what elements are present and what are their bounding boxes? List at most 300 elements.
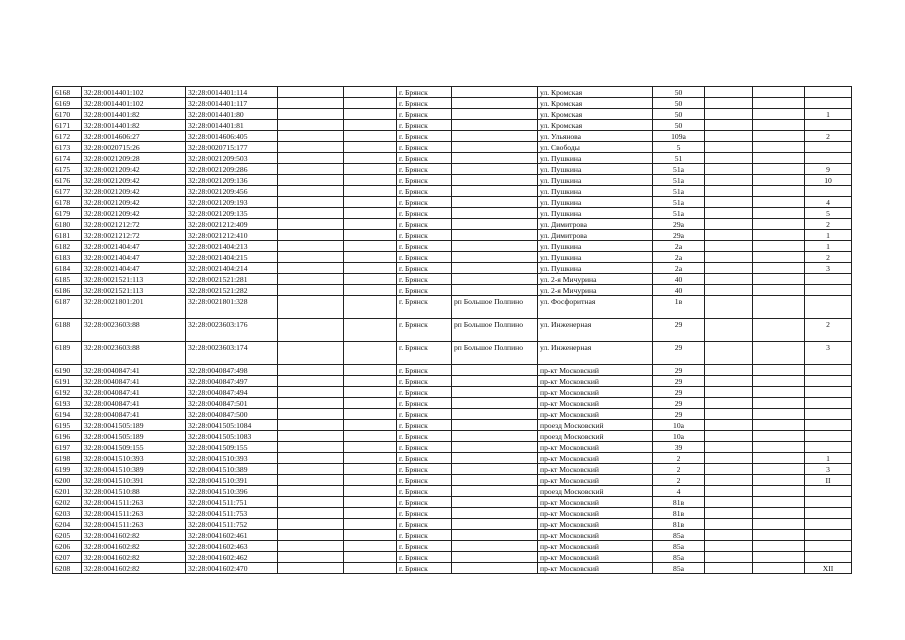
row-number-cell: 6176	[53, 175, 82, 186]
row-number-cell: 6192	[53, 387, 82, 398]
table-row	[53, 442, 852, 453]
table-row	[53, 197, 852, 208]
city-cell: г. Брянск	[397, 376, 452, 387]
locality-cell	[452, 87, 538, 98]
empty-cell	[705, 342, 753, 365]
empty-cell	[705, 409, 753, 420]
cadastral-number-cell: 32:28:0041511:753	[186, 508, 278, 519]
parent-cadastral-number-cell: 32:28:0041510:391	[82, 475, 186, 486]
house-number-cell: 2	[653, 453, 705, 464]
parent-cadastral-number-cell: 32:28:0040847:41	[82, 409, 186, 420]
table-row	[53, 120, 852, 131]
house-number-cell: 85а	[653, 552, 705, 563]
locality-cell	[452, 530, 538, 541]
locality-cell	[452, 508, 538, 519]
empty-cell	[705, 197, 753, 208]
city-cell: г. Брянск	[397, 120, 452, 131]
empty-cell	[278, 475, 344, 486]
parent-cadastral-number-cell: 32:28:0021209:42	[82, 164, 186, 175]
empty-cell	[753, 142, 805, 153]
table-row	[53, 420, 852, 431]
parent-cadastral-number-cell: 32:28:0040847:41	[82, 387, 186, 398]
house-number-cell: 81в	[653, 508, 705, 519]
empty-cell	[705, 365, 753, 376]
cadastral-number-cell: 32:28:0041602:463	[186, 541, 278, 552]
city-cell: г. Брянск	[397, 342, 452, 365]
house-number-cell: 81в	[653, 497, 705, 508]
parent-cadastral-number-cell: 32:28:0021212:72	[82, 219, 186, 230]
empty-cell	[278, 530, 344, 541]
apartment-number-cell	[805, 508, 852, 519]
row-number-cell: 6202	[53, 497, 82, 508]
city-cell: г. Брянск	[397, 442, 452, 453]
cadastral-number-cell: 32:28:0014401:81	[186, 120, 278, 131]
apartment-number-cell: 3	[805, 342, 852, 365]
city-cell: г. Брянск	[397, 230, 452, 241]
house-number-cell: 29	[653, 319, 705, 342]
house-number-cell: 51а	[653, 208, 705, 219]
street-cell: ул. 2-я Мичурина	[538, 285, 653, 296]
row-number-cell: 6203	[53, 508, 82, 519]
street-cell: пр-кт Московский	[538, 409, 653, 420]
city-cell: г. Брянск	[397, 508, 452, 519]
table-row	[53, 486, 852, 497]
empty-cell	[705, 398, 753, 409]
street-cell: ул. 2-я Мичурина	[538, 274, 653, 285]
empty-cell	[278, 153, 344, 164]
empty-cell	[278, 398, 344, 409]
row-number-cell: 6201	[53, 486, 82, 497]
house-number-cell: 29	[653, 365, 705, 376]
cadastral-number-cell: 32:28:0040847:501	[186, 398, 278, 409]
house-number-cell: 29	[653, 376, 705, 387]
empty-cell	[344, 98, 397, 109]
street-cell: ул. Кромская	[538, 98, 653, 109]
locality-cell	[452, 409, 538, 420]
table-row	[53, 497, 852, 508]
locality-cell	[452, 98, 538, 109]
street-cell: проезд Московский	[538, 431, 653, 442]
cadastral-number-cell: 32:28:0041510:389	[186, 464, 278, 475]
house-number-cell: 50	[653, 98, 705, 109]
apartment-number-cell: 2	[805, 319, 852, 342]
table-row	[53, 431, 852, 442]
cadastral-number-cell: 32:28:0021212:410	[186, 230, 278, 241]
empty-cell	[753, 541, 805, 552]
locality-cell	[452, 365, 538, 376]
empty-cell	[344, 87, 397, 98]
empty-cell	[344, 230, 397, 241]
table-row	[53, 508, 852, 519]
row-number-cell: 6199	[53, 464, 82, 475]
city-cell: г. Брянск	[397, 519, 452, 530]
empty-cell	[278, 208, 344, 219]
empty-cell	[278, 387, 344, 398]
empty-cell	[278, 342, 344, 365]
cadastral-number-cell: 32:28:0041509:155	[186, 442, 278, 453]
table-row	[53, 530, 852, 541]
row-number-cell: 6186	[53, 285, 82, 296]
locality-cell	[452, 120, 538, 131]
apartment-number-cell	[805, 120, 852, 131]
cadastral-number-cell: 32:28:0041510:391	[186, 475, 278, 486]
row-number-cell: 6177	[53, 186, 82, 197]
cadastral-number-cell: 32:28:0014401:117	[186, 98, 278, 109]
locality-cell	[452, 197, 538, 208]
empty-cell	[705, 87, 753, 98]
house-number-cell: 39	[653, 442, 705, 453]
parent-cadastral-number-cell: 32:28:0021209:42	[82, 208, 186, 219]
row-number-cell: 6191	[53, 376, 82, 387]
empty-cell	[344, 552, 397, 563]
house-number-cell: 10а	[653, 420, 705, 431]
empty-cell	[344, 464, 397, 475]
table-row	[53, 263, 852, 274]
empty-cell	[344, 563, 397, 574]
apartment-number-cell: 2	[805, 252, 852, 263]
row-number-cell: 6208	[53, 563, 82, 574]
table-row	[53, 398, 852, 409]
locality-cell	[452, 563, 538, 574]
empty-cell	[278, 241, 344, 252]
empty-cell	[278, 274, 344, 285]
street-cell: проезд Московский	[538, 420, 653, 431]
street-cell: пр-кт Московский	[538, 497, 653, 508]
street-cell: ул. Кромская	[538, 87, 653, 98]
cadastral-number-cell: 32:28:0021209:135	[186, 208, 278, 219]
empty-cell	[753, 486, 805, 497]
apartment-number-cell: 1	[805, 230, 852, 241]
city-cell: г. Брянск	[397, 285, 452, 296]
street-cell: пр-кт Московский	[538, 387, 653, 398]
row-number-cell: 6171	[53, 120, 82, 131]
empty-cell	[278, 230, 344, 241]
row-number-cell: 6190	[53, 365, 82, 376]
row-number-cell: 6169	[53, 98, 82, 109]
row-number-cell: 6194	[53, 409, 82, 420]
empty-cell	[278, 497, 344, 508]
locality-cell	[452, 541, 538, 552]
table-row	[53, 109, 852, 120]
parent-cadastral-number-cell: 32:28:0014401:82	[82, 120, 186, 131]
empty-cell	[705, 420, 753, 431]
empty-cell	[753, 365, 805, 376]
empty-cell	[705, 153, 753, 164]
empty-cell	[344, 409, 397, 420]
parent-cadastral-number-cell: 32:28:0021521:113	[82, 274, 186, 285]
house-number-cell: 29а	[653, 219, 705, 230]
empty-cell	[753, 230, 805, 241]
empty-cell	[705, 120, 753, 131]
parent-cadastral-number-cell: 32:28:0041602:82	[82, 530, 186, 541]
table-row	[53, 208, 852, 219]
house-number-cell: 85а	[653, 563, 705, 574]
empty-cell	[344, 541, 397, 552]
table-row	[53, 475, 852, 486]
locality-cell	[452, 274, 538, 285]
empty-cell	[705, 186, 753, 197]
cadastral-number-cell: 32:28:0041602:470	[186, 563, 278, 574]
city-cell: г. Брянск	[397, 563, 452, 574]
empty-cell	[753, 87, 805, 98]
empty-cell	[753, 342, 805, 365]
street-cell: ул. Кромская	[538, 120, 653, 131]
empty-cell	[344, 530, 397, 541]
empty-cell	[278, 420, 344, 431]
empty-cell	[278, 98, 344, 109]
table-row	[53, 464, 852, 475]
parent-cadastral-number-cell: 32:28:0041510:88	[82, 486, 186, 497]
empty-cell	[344, 497, 397, 508]
parent-cadastral-number-cell: 32:28:0021209:42	[82, 186, 186, 197]
cadastral-number-cell: 32:28:0040847:494	[186, 387, 278, 398]
empty-cell	[705, 319, 753, 342]
empty-cell	[705, 442, 753, 453]
table-row	[53, 453, 852, 464]
row-number-cell: 6187	[53, 296, 82, 319]
apartment-number-cell	[805, 431, 852, 442]
apartment-number-cell	[805, 296, 852, 319]
empty-cell	[705, 263, 753, 274]
empty-cell	[705, 497, 753, 508]
parent-cadastral-number-cell: 32:28:0041602:82	[82, 552, 186, 563]
empty-cell	[705, 464, 753, 475]
empty-cell	[705, 541, 753, 552]
empty-cell	[344, 241, 397, 252]
street-cell: пр-кт Московский	[538, 530, 653, 541]
house-number-cell: 2а	[653, 263, 705, 274]
empty-cell	[705, 376, 753, 387]
empty-cell	[705, 230, 753, 241]
empty-cell	[344, 175, 397, 186]
empty-cell	[344, 508, 397, 519]
empty-cell	[753, 497, 805, 508]
house-number-cell: 40	[653, 274, 705, 285]
apartment-number-cell: 1	[805, 241, 852, 252]
empty-cell	[753, 530, 805, 541]
city-cell: г. Брянск	[397, 464, 452, 475]
empty-cell	[344, 376, 397, 387]
apartment-number-cell: II	[805, 475, 852, 486]
house-number-cell: 50	[653, 109, 705, 120]
cadastral-number-cell: 32:28:0041511:751	[186, 497, 278, 508]
cadastral-number-cell: 32:28:0021521:282	[186, 285, 278, 296]
locality-cell	[452, 219, 538, 230]
empty-cell	[278, 197, 344, 208]
empty-cell	[753, 109, 805, 120]
row-number-cell: 6195	[53, 420, 82, 431]
empty-cell	[344, 387, 397, 398]
empty-cell	[278, 219, 344, 230]
street-cell: пр-кт Московский	[538, 541, 653, 552]
empty-cell	[344, 285, 397, 296]
street-cell: ул. Пушкина	[538, 208, 653, 219]
house-number-cell: 10а	[653, 431, 705, 442]
empty-cell	[344, 431, 397, 442]
locality-cell	[452, 186, 538, 197]
cadastral-number-cell: 32:28:0014401:80	[186, 109, 278, 120]
cadastral-number-cell: 32:28:0040847:498	[186, 365, 278, 376]
table-row	[53, 98, 852, 109]
table-row	[53, 164, 852, 175]
empty-cell	[753, 319, 805, 342]
cadastral-number-cell: 32:28:0021404:213	[186, 241, 278, 252]
apartment-number-cell	[805, 142, 852, 153]
locality-cell: рп Большое Полпино	[452, 296, 538, 319]
street-cell: ул. Пушкина	[538, 252, 653, 263]
table-row	[53, 142, 852, 153]
locality-cell	[452, 230, 538, 241]
empty-cell	[753, 252, 805, 263]
city-cell: г. Брянск	[397, 409, 452, 420]
empty-cell	[705, 131, 753, 142]
house-number-cell: 50	[653, 120, 705, 131]
house-number-cell: 85а	[653, 541, 705, 552]
row-number-cell: 6184	[53, 263, 82, 274]
empty-cell	[344, 398, 397, 409]
table-row	[53, 409, 852, 420]
empty-cell	[278, 541, 344, 552]
empty-cell	[753, 475, 805, 486]
cadastral-number-cell: 32:28:0041510:393	[186, 453, 278, 464]
empty-cell	[753, 376, 805, 387]
parent-cadastral-number-cell: 32:28:0021209:42	[82, 175, 186, 186]
empty-cell	[753, 285, 805, 296]
empty-cell	[278, 376, 344, 387]
empty-cell	[753, 552, 805, 563]
empty-cell	[753, 153, 805, 164]
city-cell: г. Брянск	[397, 552, 452, 563]
row-number-cell: 6181	[53, 230, 82, 241]
row-number-cell: 6198	[53, 453, 82, 464]
row-number-cell: 6193	[53, 398, 82, 409]
table-row	[53, 285, 852, 296]
empty-cell	[278, 142, 344, 153]
apartment-number-cell	[805, 519, 852, 530]
apartment-number-cell: 9	[805, 164, 852, 175]
empty-cell	[344, 442, 397, 453]
empty-cell	[344, 486, 397, 497]
cadastral-number-cell: 32:28:0014401:114	[186, 87, 278, 98]
row-number-cell: 6179	[53, 208, 82, 219]
empty-cell	[753, 208, 805, 219]
apartment-number-cell	[805, 398, 852, 409]
locality-cell	[452, 453, 538, 464]
table-row	[53, 541, 852, 552]
apartment-number-cell: 10	[805, 175, 852, 186]
apartment-number-cell	[805, 186, 852, 197]
empty-cell	[278, 442, 344, 453]
empty-cell	[705, 164, 753, 175]
empty-cell	[344, 109, 397, 120]
empty-cell	[278, 552, 344, 563]
cadastral-number-cell: 32:28:0041511:752	[186, 519, 278, 530]
row-number-cell: 6206	[53, 541, 82, 552]
street-cell: ул. Инженерная	[538, 319, 653, 342]
empty-cell	[278, 109, 344, 120]
house-number-cell: 4	[653, 486, 705, 497]
locality-cell	[452, 208, 538, 219]
apartment-number-cell: 3	[805, 464, 852, 475]
empty-cell	[753, 241, 805, 252]
parent-cadastral-number-cell: 32:28:0040847:41	[82, 398, 186, 409]
row-number-cell: 6170	[53, 109, 82, 120]
cadastral-number-cell: 32:28:0040847:497	[186, 376, 278, 387]
street-cell: пр-кт Московский	[538, 398, 653, 409]
cadastral-number-cell: 32:28:0021209:193	[186, 197, 278, 208]
street-cell: пр-кт Московский	[538, 552, 653, 563]
locality-cell	[452, 241, 538, 252]
row-number-cell: 6182	[53, 241, 82, 252]
empty-cell	[753, 197, 805, 208]
apartment-number-cell: 3	[805, 263, 852, 274]
parent-cadastral-number-cell: 32:28:0021209:42	[82, 197, 186, 208]
locality-cell	[452, 464, 538, 475]
city-cell: г. Брянск	[397, 241, 452, 252]
parent-cadastral-number-cell: 32:28:0021209:28	[82, 153, 186, 164]
parent-cadastral-number-cell: 32:28:0021801:201	[82, 296, 186, 319]
row-number-cell: 6168	[53, 87, 82, 98]
empty-cell	[753, 420, 805, 431]
empty-cell	[278, 296, 344, 319]
city-cell: г. Брянск	[397, 453, 452, 464]
house-number-cell: 29	[653, 409, 705, 420]
parent-cadastral-number-cell: 32:28:0041510:389	[82, 464, 186, 475]
house-number-cell: 50	[653, 87, 705, 98]
parent-cadastral-number-cell: 32:28:0041511:263	[82, 508, 186, 519]
house-number-cell: 40	[653, 285, 705, 296]
register-table	[52, 86, 852, 574]
street-cell: ул. Димитрова	[538, 230, 653, 241]
row-number-cell: 6180	[53, 219, 82, 230]
empty-cell	[278, 252, 344, 263]
table-row	[53, 319, 852, 342]
empty-cell	[705, 142, 753, 153]
locality-cell: рп Большое Полпино	[452, 342, 538, 365]
house-number-cell: 2а	[653, 252, 705, 263]
cadastral-number-cell: 32:28:0040847:500	[186, 409, 278, 420]
city-cell: г. Брянск	[397, 319, 452, 342]
empty-cell	[705, 208, 753, 219]
empty-cell	[753, 219, 805, 230]
house-number-cell: 29	[653, 387, 705, 398]
table-row	[53, 365, 852, 376]
empty-cell	[753, 453, 805, 464]
empty-cell	[278, 285, 344, 296]
empty-cell	[705, 109, 753, 120]
table-row	[53, 131, 852, 142]
apartment-number-cell: 1	[805, 453, 852, 464]
row-number-cell: 6204	[53, 519, 82, 530]
cadastral-number-cell: 32:28:0023603:174	[186, 342, 278, 365]
locality-cell	[452, 142, 538, 153]
parent-cadastral-number-cell: 32:28:0023603:88	[82, 319, 186, 342]
street-cell: пр-кт Московский	[538, 563, 653, 574]
city-cell: г. Брянск	[397, 398, 452, 409]
row-number-cell: 6197	[53, 442, 82, 453]
empty-cell	[344, 263, 397, 274]
locality-cell	[452, 475, 538, 486]
empty-cell	[705, 241, 753, 252]
apartment-number-cell	[805, 409, 852, 420]
street-cell: пр-кт Московский	[538, 519, 653, 530]
row-number-cell: 6196	[53, 431, 82, 442]
street-cell: пр-кт Московский	[538, 475, 653, 486]
parent-cadastral-number-cell: 32:28:0041602:82	[82, 563, 186, 574]
house-number-cell: 29	[653, 342, 705, 365]
street-cell: ул. Пушкина	[538, 186, 653, 197]
city-cell: г. Брянск	[397, 109, 452, 120]
